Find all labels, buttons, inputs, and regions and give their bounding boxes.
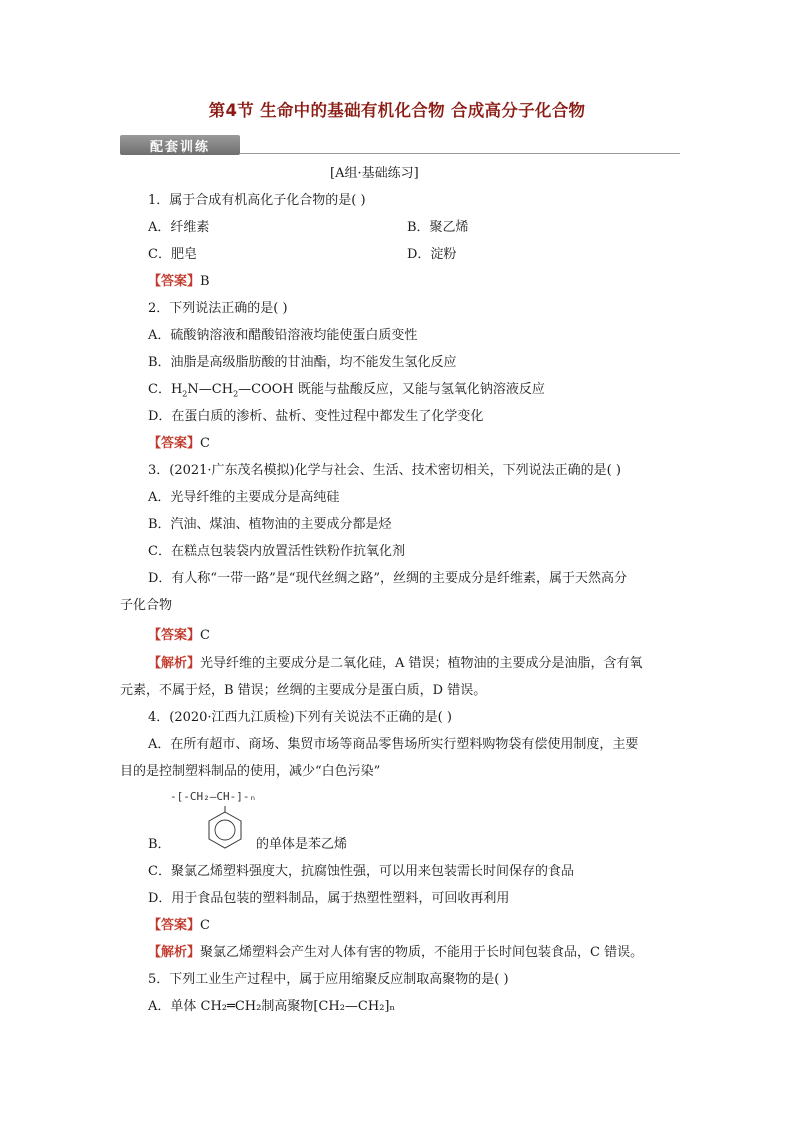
q4-option-a-line2: 目的是控制塑料制品的使用，减少“白色污染” bbox=[120, 764, 381, 779]
answer-label: 【答案】 bbox=[148, 436, 201, 451]
q2-c-mid2: —COOH 既能与盐酸反应，又能与氢氧化钠溶液反应 bbox=[238, 382, 545, 397]
q2-c-mid1: N—CH bbox=[187, 382, 234, 397]
q3-option-c: C．在糕点包装袋内放置活性铁粉作抗氧化剂 bbox=[148, 544, 405, 559]
answer-label: 【答案】 bbox=[148, 628, 201, 643]
q1-stem: 1．属于合成有机高化子化合物的是( ) bbox=[148, 193, 366, 208]
answer-value: C bbox=[200, 918, 210, 933]
q3-option-d-line2: 子化合物 bbox=[120, 598, 173, 613]
q2-option-d: D．在蛋白质的渗析、盐析、变性过程中都发生了化学变化 bbox=[148, 409, 484, 424]
q3-answer bbox=[148, 627, 210, 645]
q2-answer bbox=[148, 435, 210, 453]
q2-stem: 2．下列说法正确的是( ) bbox=[148, 301, 288, 316]
banner-label: 配套训练 bbox=[149, 140, 210, 155]
q2-c-sub2: 2 bbox=[233, 389, 239, 399]
answer-value: B bbox=[200, 274, 210, 289]
q2-option-a: A．硫酸钠溶液和醋酸铅溶液均能使蛋白质变性 bbox=[148, 328, 418, 343]
q4-option-a-line1: A．在所有超市、商场、集贸市场等商品零售场所实行塑料购物袋有偿使用制度，主要 bbox=[148, 737, 639, 752]
answer-value: C bbox=[200, 628, 210, 643]
q1-option-b: B．聚乙烯 bbox=[407, 220, 469, 235]
q4-stem: 4．(2020·江西九江质检)下列有关说法不正确的是( ) bbox=[148, 710, 452, 725]
q4-answer bbox=[148, 917, 210, 935]
answer-label: 【答案】 bbox=[148, 918, 201, 933]
q1-answer bbox=[148, 273, 210, 291]
q2-option-b: B．油脂是高级脂肪酸的甘油酯，均不能发生氢化反应 bbox=[148, 355, 457, 370]
analysis-text: 聚氯乙烯塑料会产生对人体有害的物质，不能用于长时间包装食品，C 错误。 bbox=[200, 945, 644, 960]
q3-option-d-line1: D．有人称“一带一路”是“现代丝绸之路”，丝绸的主要成分是纤维素，属于天然高分 bbox=[148, 571, 628, 586]
answer-label: 【答案】 bbox=[148, 274, 201, 289]
q5-stem: 5．下列工业生产过程中，属于应用缩聚反应制取高聚物的是( ) bbox=[148, 972, 509, 987]
q3-option-a: A．光导纤维的主要成分是高纯硅 bbox=[148, 490, 340, 505]
answer-value: C bbox=[200, 436, 210, 451]
polymer-formula: -[-CH₂—CH-]-ₙ bbox=[170, 790, 257, 803]
q1-option-a: A．纤维素 bbox=[148, 220, 210, 235]
q3-analysis-line2: 元素，不属于烃，B 错误；丝绸的主要成分是蛋白质，D 错误。 bbox=[120, 683, 487, 698]
q4-option-d: D．用于食品包装的塑料制品，属于热塑性塑料，可回收再利用 bbox=[148, 891, 510, 906]
header-rule bbox=[240, 153, 680, 154]
q3-option-b: B．汽油、煤油、植物油的主要成分都是烃 bbox=[148, 517, 392, 532]
q1-option-d: D．淀粉 bbox=[407, 247, 457, 262]
analysis-text: 光导纤维的主要成分是二氧化硅，A 错误；植物油的主要成分是油脂，含有氧 bbox=[200, 656, 643, 671]
benzene-ring-icon bbox=[205, 806, 245, 850]
q1-option-c: C．肥皂 bbox=[148, 247, 197, 262]
analysis-label: 【解析】 bbox=[148, 945, 201, 960]
q4-option-b-text: 的单体是苯乙烯 bbox=[256, 837, 348, 852]
q2-option-c bbox=[148, 381, 545, 404]
q2-c-sub1: 2 bbox=[182, 389, 188, 399]
section-banner bbox=[120, 135, 240, 155]
q4-option-b-label: B． bbox=[148, 837, 171, 852]
q4-analysis bbox=[148, 944, 643, 962]
q3-analysis-line1 bbox=[148, 655, 643, 673]
q2-c-prefix: C．H bbox=[148, 382, 183, 397]
q3-stem: 3．(2021·广东茂名模拟)化学与社会、生活、技术密切相关，下列说法正确的是( ) bbox=[148, 463, 621, 478]
q5-option-a: A．单体 CH₂═CH₂制高聚物[CH₂—CH₂]ₙ bbox=[148, 999, 396, 1014]
page-title: 第4节 生命中的基础有机化合物 合成高分子化合物 bbox=[208, 101, 586, 120]
q4-option-c: C．聚氯乙烯塑料强度大，抗腐蚀性强，可以用来包装需长时间保存的食品 bbox=[148, 864, 574, 879]
group-heading: [A组·基础练习] bbox=[330, 166, 419, 181]
analysis-label: 【解析】 bbox=[148, 656, 201, 671]
